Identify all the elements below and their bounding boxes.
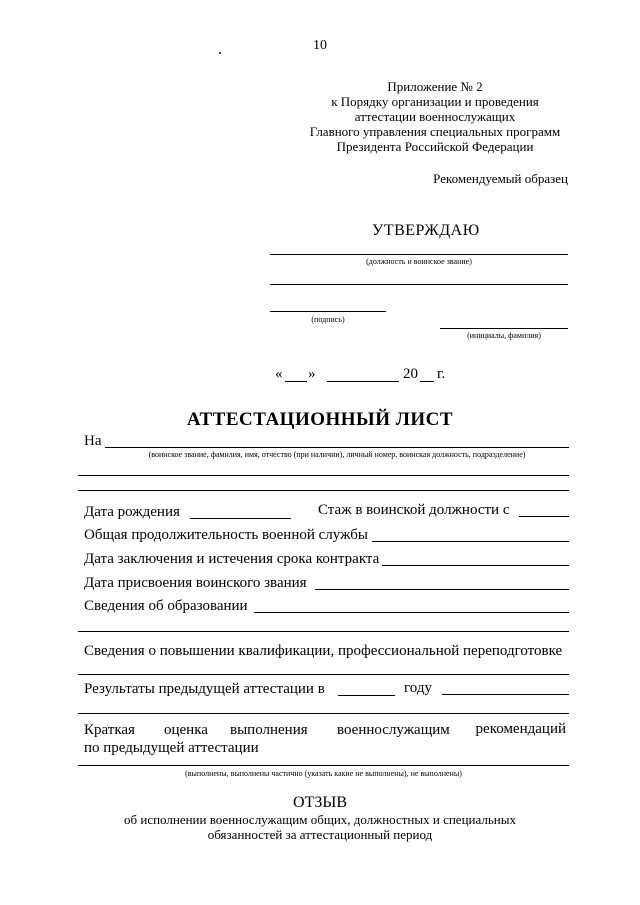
initials-line[interactable]	[440, 328, 568, 329]
approve-title: УТВЕРЖДАЮ	[372, 222, 480, 239]
review-subtitle-line: об исполнении военнослужащим общих, должностных и специальных	[124, 812, 516, 827]
appendix-block	[290, 79, 580, 154]
prev-results-line[interactable]	[442, 694, 569, 695]
date-month-line[interactable]	[327, 381, 399, 382]
review-title: ОТЗЫВ	[293, 794, 347, 811]
scan-dot	[219, 52, 221, 54]
position-line-2[interactable]	[270, 284, 568, 285]
brief-assessment-line[interactable]	[78, 765, 569, 766]
initials-caption: (инициалы, фамилия)	[467, 331, 541, 340]
total-service-label: Общая продолжительность военной службы	[84, 527, 368, 543]
appendix-line: аттестации военнослужащих	[354, 109, 516, 124]
birth-date-line[interactable]	[190, 518, 291, 519]
qualification-label: Сведения о повышении квалификации, профессиональной переподготовке	[84, 643, 563, 659]
date-close-quote: »	[308, 366, 316, 382]
on-line-3[interactable]	[78, 490, 569, 491]
appendix-line: Главного управления специальных программ	[309, 124, 561, 139]
on-caption: (воинское звание, фамилия, имя, отчество (при наличии), личный номер, воинская должность, подразделение)	[148, 450, 526, 459]
brief-assessment-word: Краткая	[84, 722, 135, 738]
position-tenure-label: Стаж в воинской должности с	[318, 502, 510, 518]
education-label: Сведения об образовании	[84, 598, 248, 614]
on-label: На	[84, 433, 102, 449]
appendix-line: к Порядку организации и проведения	[331, 94, 539, 109]
recommended-sample: Рекомендуемый образец	[433, 171, 568, 186]
prev-results-line-2[interactable]	[78, 713, 569, 714]
date-day-line[interactable]	[285, 381, 307, 382]
brief-assessment-word: оценка	[164, 722, 208, 738]
position-tenure-line[interactable]	[519, 516, 569, 517]
date-year-line[interactable]	[420, 381, 434, 382]
rank-date-label: Дата присвоения воинского звания	[84, 575, 307, 591]
education-line-2[interactable]	[78, 631, 569, 632]
date-year-prefix: 20	[403, 366, 418, 382]
on-line-2[interactable]	[78, 475, 569, 476]
brief-assessment-word: военнослужащим	[337, 722, 450, 738]
contract-dates-line[interactable]	[382, 565, 569, 566]
qualification-line[interactable]	[78, 674, 569, 675]
review-subtitle	[0, 812, 640, 842]
total-service-line[interactable]	[372, 541, 569, 542]
position-caption: (должность и воинское звание)	[366, 257, 472, 266]
on-line[interactable]	[105, 447, 569, 448]
brief-assessment-word: рекомендаций	[475, 721, 566, 737]
signature-line[interactable]	[270, 311, 386, 312]
birth-date-label: Дата рождения	[84, 504, 180, 520]
signature-caption: (подпись)	[311, 315, 345, 324]
sheet-title: АТТЕСТАЦИОННЫЙ ЛИСТ	[186, 409, 454, 430]
education-line[interactable]	[254, 612, 569, 613]
appendix-line: Приложение № 2	[387, 79, 483, 94]
appendix-line: Президента Российской Федерации	[336, 139, 534, 154]
date-open-quote: «	[275, 366, 283, 382]
prev-results-year-label: году	[404, 680, 432, 696]
rank-date-line[interactable]	[315, 589, 569, 590]
prev-results-year-line[interactable]	[338, 695, 395, 696]
review-subtitle-line: обязанностей за аттестационный период	[207, 827, 433, 842]
brief-assessment-caption: (выполнены, выполнены частично (указать какие не выполнены), не выполнены)	[185, 769, 462, 778]
page-number: 10	[313, 38, 327, 53]
date-year-suffix: г.	[437, 366, 446, 382]
prev-results-label: Результаты предыдущей аттестации в	[84, 681, 325, 697]
brief-assessment-word: выполнения	[230, 722, 308, 738]
contract-dates-label: Дата заключения и истечения срока контракта	[84, 551, 380, 567]
brief-assessment-line2: по предыдущей аттестации	[84, 740, 259, 756]
position-line[interactable]	[270, 254, 568, 255]
